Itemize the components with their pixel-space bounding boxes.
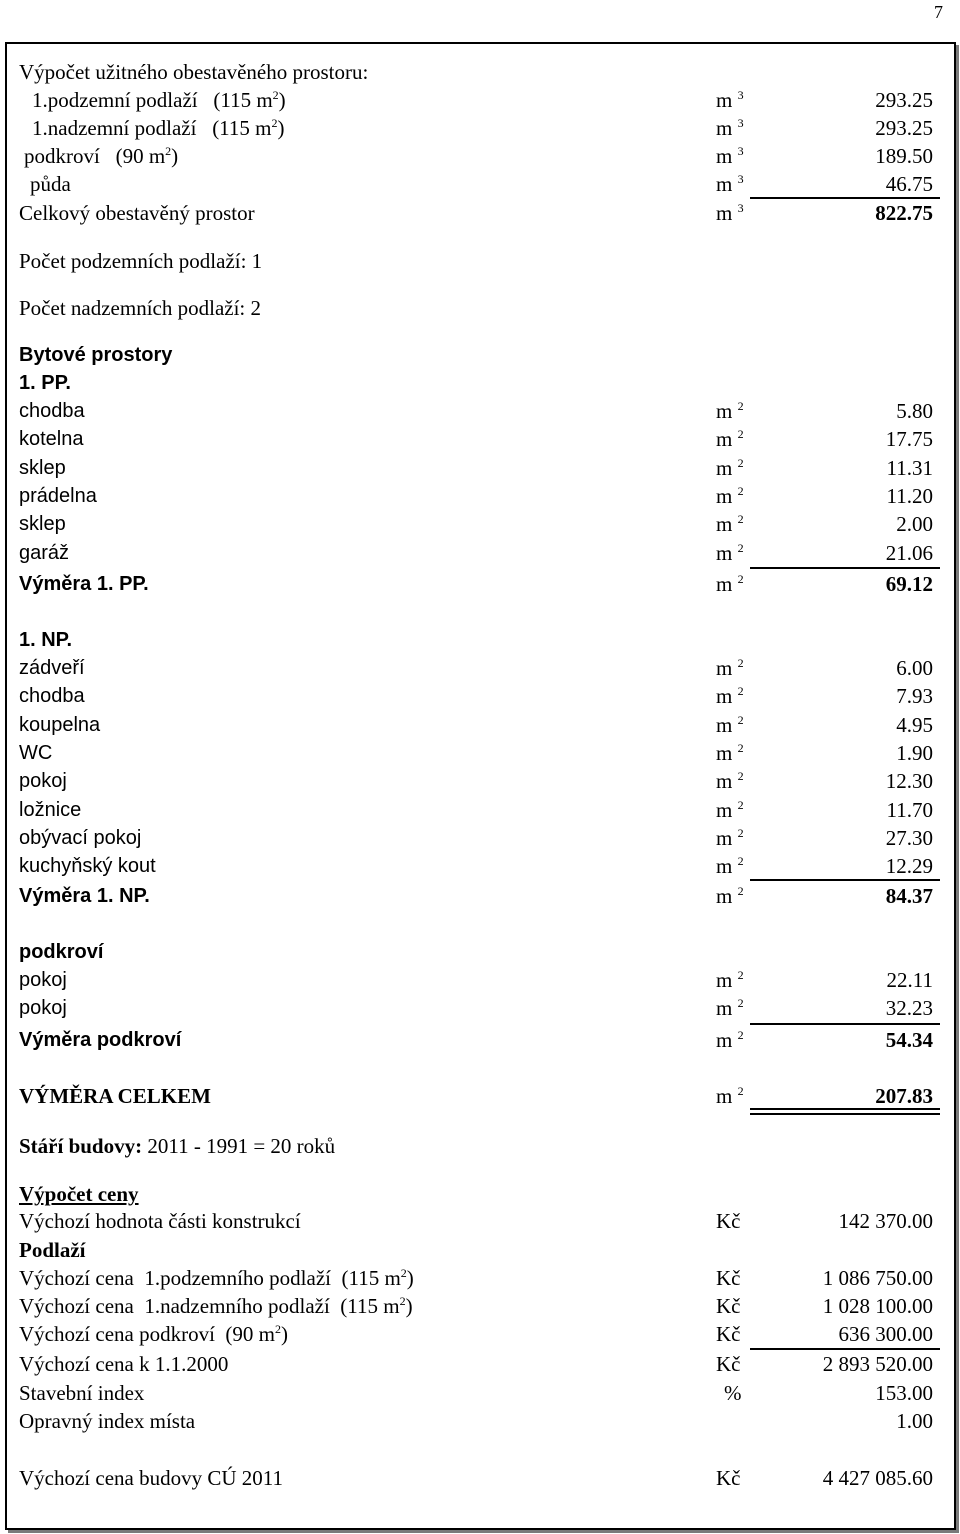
building-age: Stáří budovy: 2011 - 1991 = 20 roků [19, 1134, 336, 1158]
attic-heading: podkroví [19, 941, 104, 963]
floors-under: Počet podzemních podlaží: 1 [19, 249, 263, 273]
subtotal-rule [750, 1348, 940, 1350]
page-number: 7 [934, 2, 943, 22]
price-heading: Výpočet ceny [19, 1182, 139, 1206]
floors-price-heading: Podlaží [19, 1238, 86, 1262]
volume-heading: Výpočet užitného obestavěného prostoru: [19, 60, 369, 84]
np-heading: 1. NP. [19, 629, 72, 651]
subtotal-rule [750, 879, 940, 881]
living-heading: Bytové prostory [19, 344, 173, 366]
subtotal-rule [750, 567, 940, 569]
pp-heading: 1. PP. [19, 372, 71, 394]
floors-above: Počet nadzemních podlaží: 2 [19, 296, 262, 320]
subtotal-rule [750, 1023, 940, 1025]
subtotal-rule [750, 197, 940, 199]
grand-total-double-rule [750, 1108, 940, 1115]
